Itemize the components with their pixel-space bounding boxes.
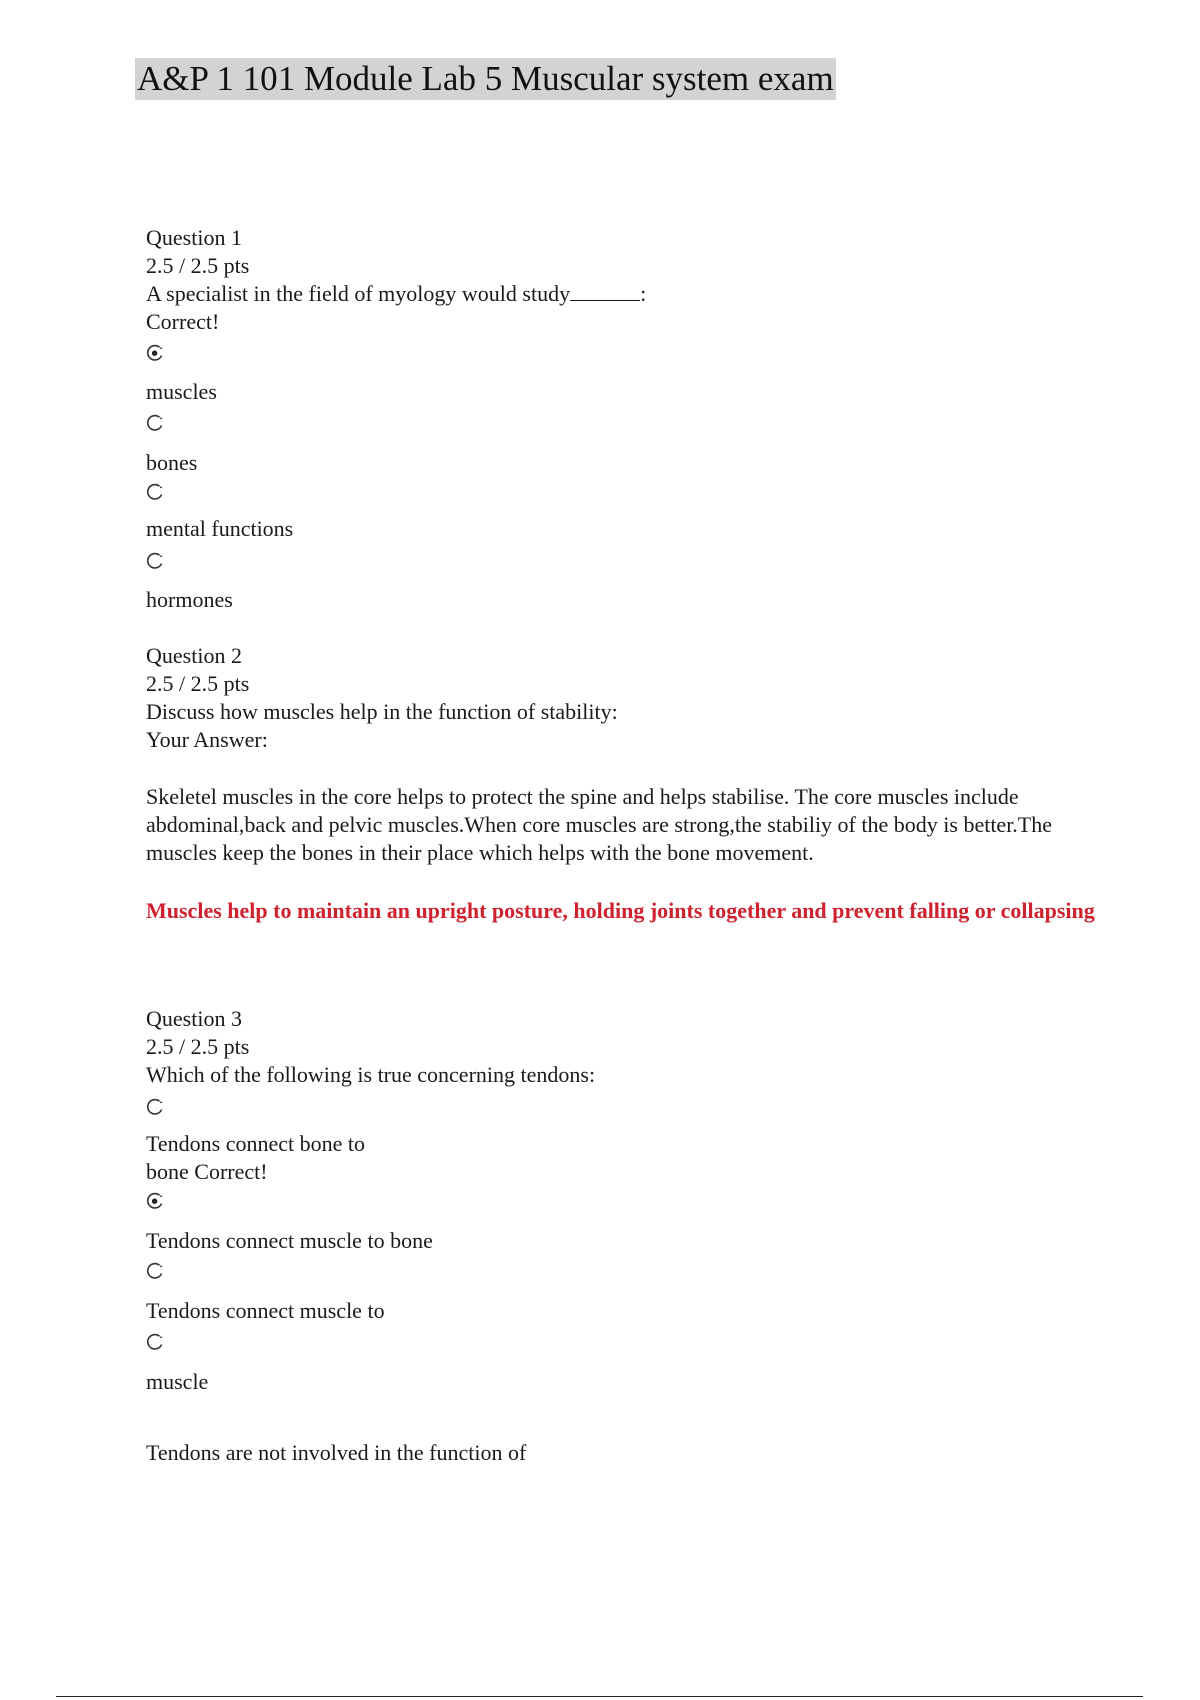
question-1-option-3: mental functions [146,516,294,541]
radio-icon [146,1098,164,1116]
footer-divider [56,1696,1143,1697]
question-3-prompt: Which of the following is true concerning tendons: [146,1062,596,1087]
radio-selected-icon [146,1192,164,1210]
question-1-heading: Question 1 [146,225,242,250]
radio-icon [146,552,164,570]
question-1-prompt-end: : [640,281,647,306]
question-1-points: 2.5 / 2.5 pts [146,253,250,278]
question-3-option-1-cont: bone Correct! [146,1159,268,1184]
question-2-prompt: Discuss how muscles help in the function of stability: [146,699,618,724]
question-3-option-3-cont: muscle [146,1369,209,1394]
answer-blank [570,282,640,301]
radio-icon [146,414,164,432]
question-1-option-2-radio[interactable] [146,414,164,432]
question-3-option-1: Tendons connect bone to [146,1131,366,1156]
question-3-option-2: Tendons connect muscle to bone [146,1228,433,1253]
question-1-option-4: hormones [146,587,233,612]
question-3-option-3-radio[interactable] [146,1262,164,1280]
radio-icon [146,1262,164,1280]
question-1-correct-label: Correct! [146,309,220,334]
radio-icon [146,483,164,501]
question-2-heading: Question 2 [146,643,242,668]
question-3-points: 2.5 / 2.5 pts [146,1034,250,1059]
question-1-option-1-radio-selected[interactable] [146,344,164,362]
question-2-feedback: Muscles help to maintain an upright posture, holding joints together and prevent falling or collapsing [146,898,1095,923]
document-title: A&P 1 101 Module Lab 5 Muscular system exam [137,59,834,98]
question-2-points: 2.5 / 2.5 pts [146,671,250,696]
question-1-option-3-radio[interactable] [146,483,164,501]
question-2-your-answer-label: Your Answer: [146,727,268,752]
radio-icon [146,1333,164,1351]
radio-selected-icon [146,344,164,362]
question-3-option-1-radio[interactable] [146,1098,164,1116]
question-3-option-4-radio[interactable] [146,1333,164,1351]
question-2-answer-text: Skeletel muscles in the core helps to protect the spine and helps stabilise. The core muscles include abdominal,back and pelvic muscles.When core muscles are strong,the stabiliy of the body is better.The muscles keep the bones in their place which helps with the bone movement. [146,784,1053,865]
question-3-option-2-radio-selected[interactable] [146,1192,164,1210]
question-1-prompt-text: A specialist in the field of myology would study [146,281,571,306]
question-3-option-3: Tendons connect muscle to [146,1298,385,1323]
question-3-heading: Question 3 [146,1006,242,1031]
question-3-option-4: Tendons are not involved in the function of [146,1440,527,1465]
question-1-option-4-radio[interactable] [146,552,164,570]
question-1-prompt [146,281,646,307]
question-1-option-2: bones [146,450,198,475]
question-1-option-1: muscles [146,379,217,404]
